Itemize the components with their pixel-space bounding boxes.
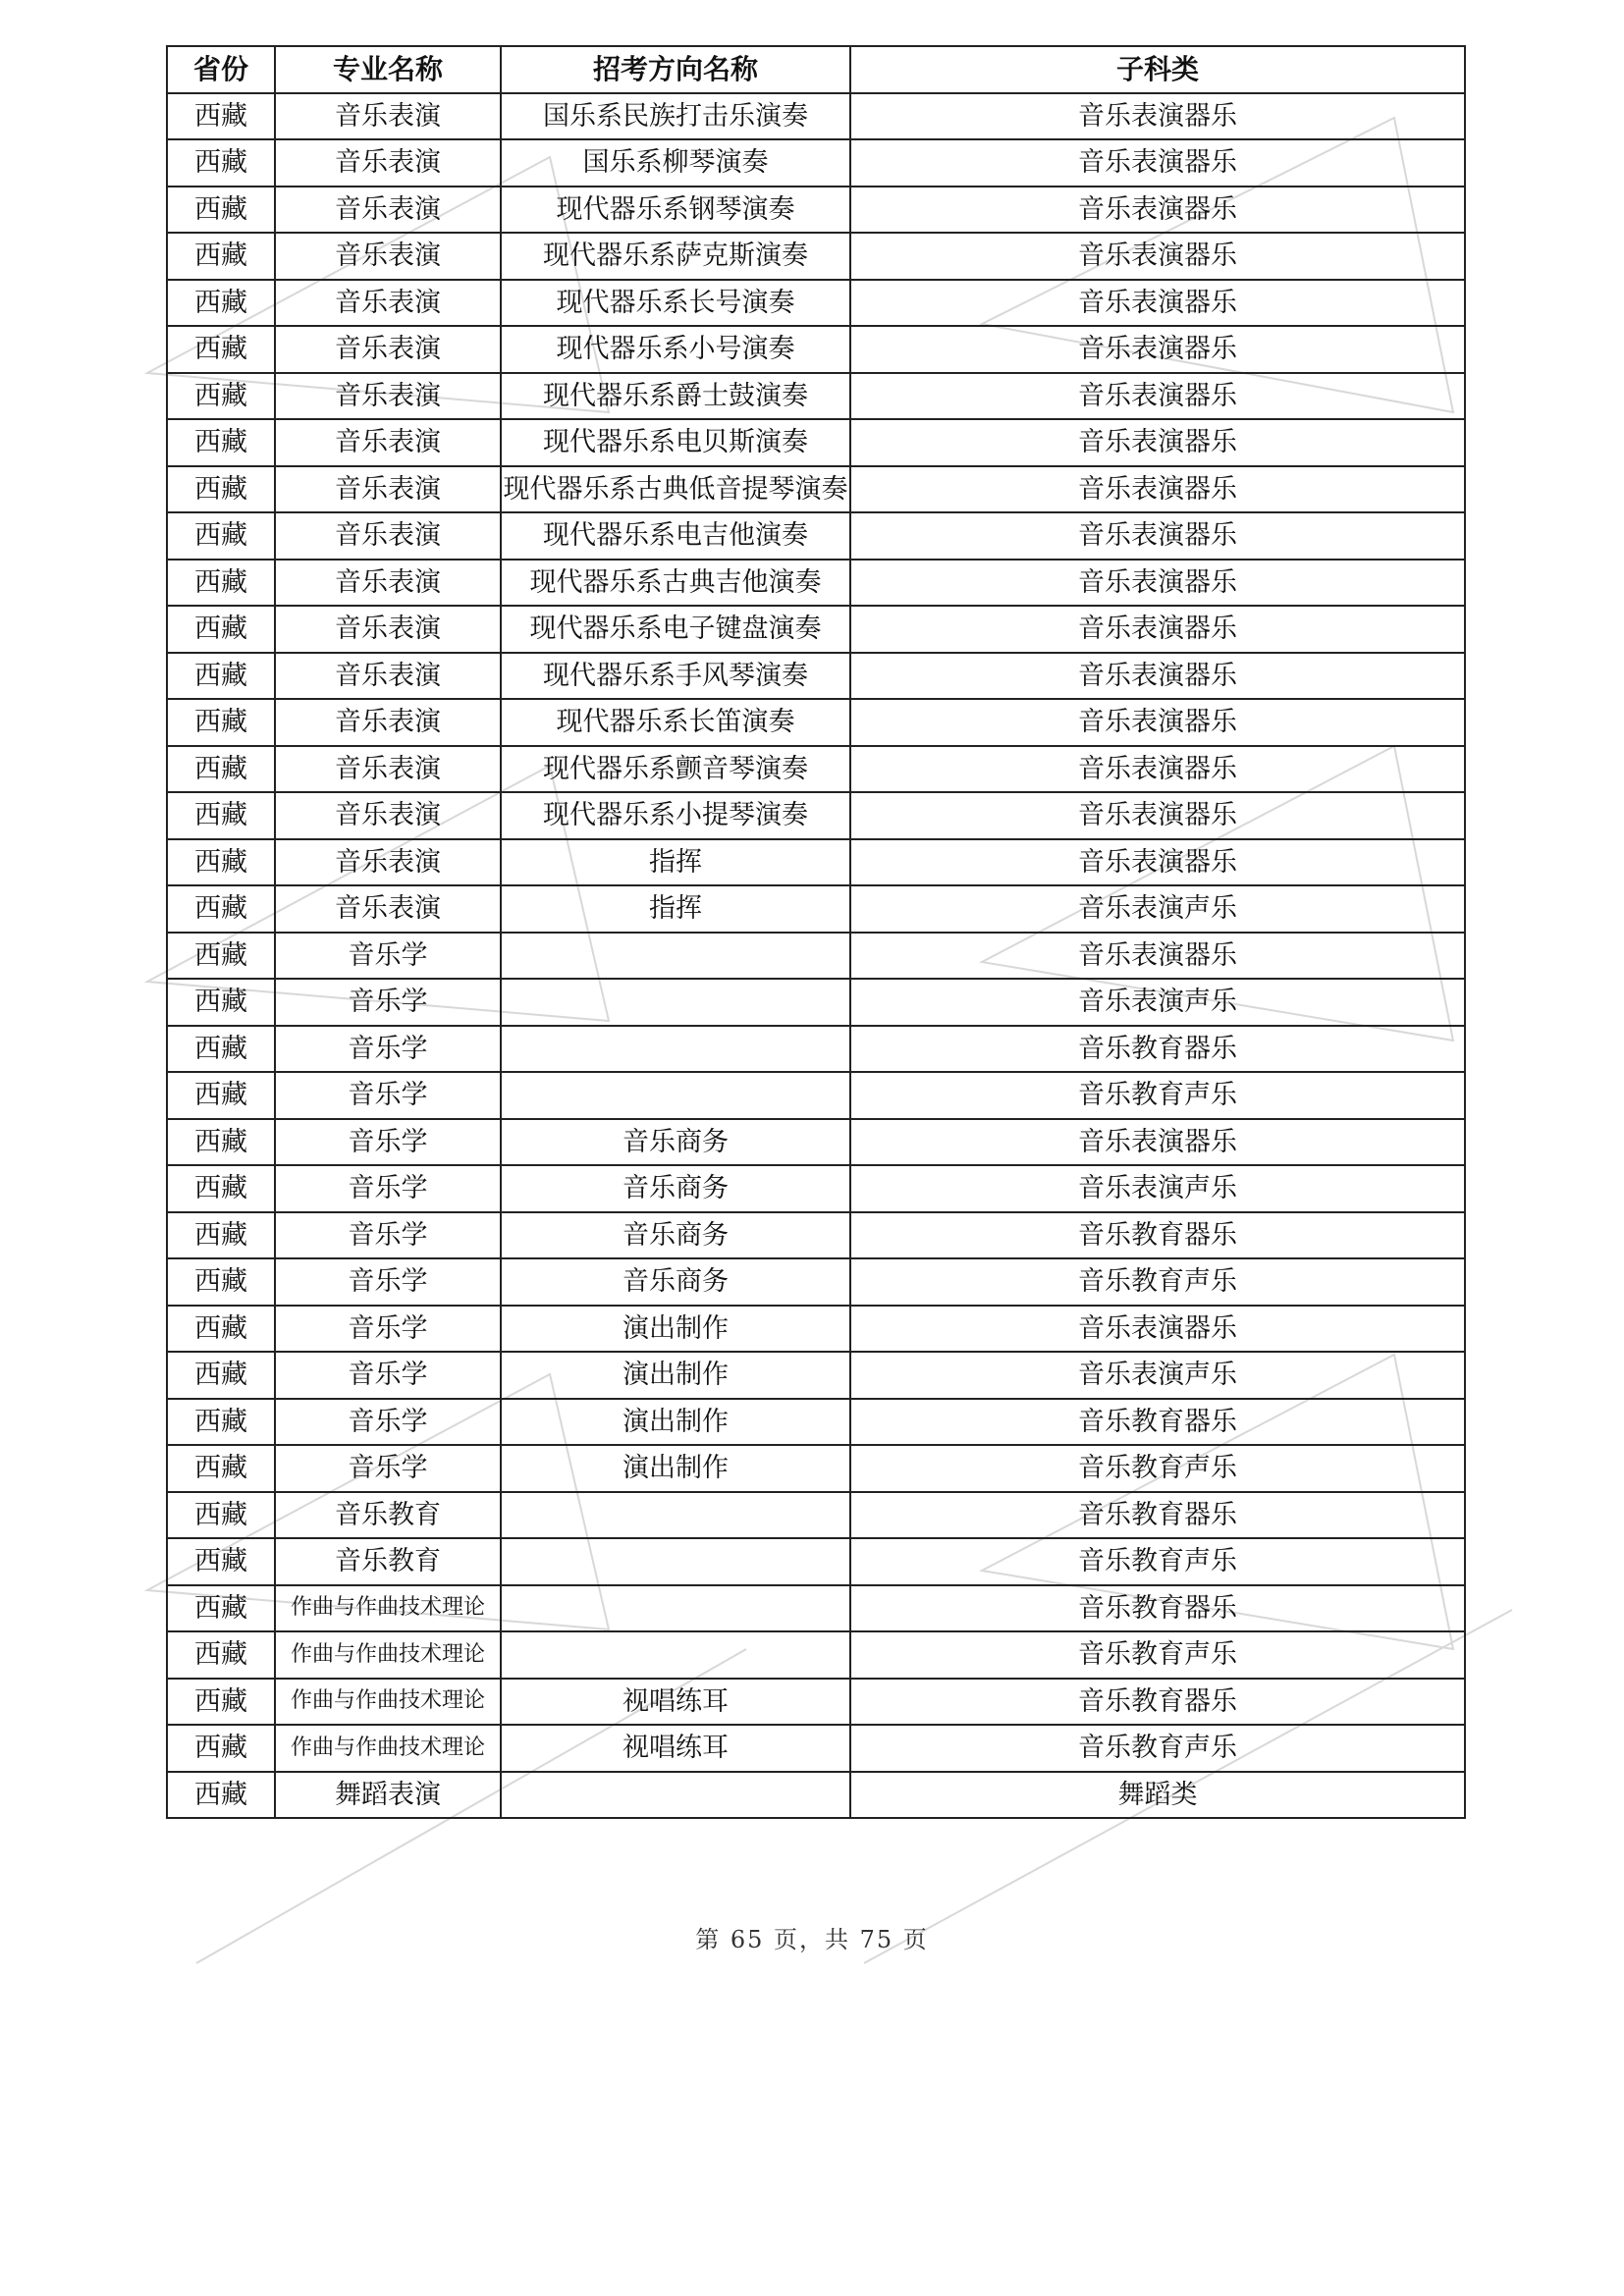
cell-direction: 现代器乐系爵士鼓演奏 (501, 373, 850, 420)
cell-major: 音乐表演 (275, 606, 501, 653)
table-body (167, 93, 1465, 1819)
table-row (167, 1352, 1465, 1399)
header-province: 省份 (167, 46, 275, 93)
cell-major: 音乐学 (275, 1445, 501, 1492)
cell-direction: 视唱练耳 (501, 1725, 850, 1772)
cell-subcategory: 音乐表演器乐 (850, 1306, 1465, 1353)
cell-direction: 音乐商务 (501, 1212, 850, 1259)
cell-major: 作曲与作曲技术理论 (275, 1679, 501, 1726)
enrollment-table (166, 45, 1466, 1819)
cell-direction: 指挥 (501, 839, 850, 886)
cell-major: 音乐学 (275, 933, 501, 980)
cell-direction: 现代器乐系手风琴演奏 (501, 653, 850, 700)
cell-subcategory: 音乐教育声乐 (850, 1725, 1465, 1772)
table-row (167, 233, 1465, 280)
cell-direction (501, 1026, 850, 1073)
cell-province: 西藏 (167, 187, 275, 234)
page-number: 第 65 页，共 75 页 (695, 1926, 929, 1953)
table-row (167, 1492, 1465, 1539)
cell-province: 西藏 (167, 93, 275, 140)
cell-province: 西藏 (167, 1538, 275, 1585)
cell-province: 西藏 (167, 466, 275, 513)
cell-direction: 视唱练耳 (501, 1679, 850, 1726)
cell-major: 音乐学 (275, 1352, 501, 1399)
table-row (167, 419, 1465, 466)
cell-direction (501, 1631, 850, 1679)
cell-major: 音乐表演 (275, 560, 501, 607)
cell-subcategory: 音乐表演器乐 (850, 933, 1465, 980)
cell-direction: 音乐商务 (501, 1258, 850, 1306)
cell-province: 西藏 (167, 653, 275, 700)
cell-direction: 现代器乐系电吉他演奏 (501, 512, 850, 560)
cell-province: 西藏 (167, 1212, 275, 1259)
table-row (167, 466, 1465, 513)
cell-subcategory: 音乐表演器乐 (850, 373, 1465, 420)
table-row (167, 512, 1465, 560)
table-row (167, 606, 1465, 653)
cell-major: 音乐教育 (275, 1492, 501, 1539)
cell-major: 作曲与作曲技术理论 (275, 1585, 501, 1632)
cell-direction: 现代器乐系钢琴演奏 (501, 187, 850, 234)
cell-direction: 音乐商务 (501, 1119, 850, 1166)
cell-province: 西藏 (167, 1072, 275, 1119)
cell-province: 西藏 (167, 419, 275, 466)
cell-province: 西藏 (167, 560, 275, 607)
cell-province: 西藏 (167, 699, 275, 746)
cell-subcategory: 音乐教育声乐 (850, 1072, 1465, 1119)
header-subcategory: 子科类 (850, 46, 1465, 93)
cell-subcategory: 音乐教育器乐 (850, 1585, 1465, 1632)
cell-major: 音乐学 (275, 1399, 501, 1446)
cell-direction: 现代器乐系电贝斯演奏 (501, 419, 850, 466)
table-row (167, 792, 1465, 839)
table-row (167, 1165, 1465, 1212)
cell-province: 西藏 (167, 139, 275, 187)
cell-province: 西藏 (167, 1492, 275, 1539)
cell-province: 西藏 (167, 1026, 275, 1073)
cell-direction: 演出制作 (501, 1445, 850, 1492)
cell-province: 西藏 (167, 1679, 275, 1726)
cell-major: 音乐表演 (275, 139, 501, 187)
table-row (167, 280, 1465, 327)
cell-subcategory: 音乐教育器乐 (850, 1679, 1465, 1726)
cell-direction (501, 1072, 850, 1119)
cell-direction: 演出制作 (501, 1399, 850, 1446)
cell-major: 音乐学 (275, 1119, 501, 1166)
cell-subcategory: 音乐表演器乐 (850, 699, 1465, 746)
cell-direction (501, 979, 850, 1026)
cell-major: 音乐学 (275, 1212, 501, 1259)
cell-direction: 演出制作 (501, 1306, 850, 1353)
cell-major: 音乐表演 (275, 419, 501, 466)
cell-province: 西藏 (167, 1585, 275, 1632)
cell-subcategory: 音乐教育声乐 (850, 1538, 1465, 1585)
cell-major: 音乐表演 (275, 373, 501, 420)
cell-subcategory: 音乐教育声乐 (850, 1631, 1465, 1679)
cell-subcategory: 音乐表演器乐 (850, 233, 1465, 280)
cell-direction (501, 1585, 850, 1632)
cell-province: 西藏 (167, 233, 275, 280)
cell-province: 西藏 (167, 1445, 275, 1492)
cell-major: 音乐表演 (275, 746, 501, 793)
cell-direction: 国乐系柳琴演奏 (501, 139, 850, 187)
cell-province: 西藏 (167, 280, 275, 327)
cell-subcategory: 音乐表演器乐 (850, 326, 1465, 373)
cell-subcategory: 音乐表演声乐 (850, 885, 1465, 933)
cell-subcategory: 音乐表演器乐 (850, 653, 1465, 700)
cell-major: 音乐学 (275, 1258, 501, 1306)
cell-province: 西藏 (167, 885, 275, 933)
cell-major: 音乐表演 (275, 885, 501, 933)
cell-direction: 演出制作 (501, 1352, 850, 1399)
cell-province: 西藏 (167, 839, 275, 886)
cell-province: 西藏 (167, 792, 275, 839)
cell-province: 西藏 (167, 512, 275, 560)
cell-province: 西藏 (167, 1119, 275, 1166)
cell-subcategory: 音乐表演器乐 (850, 746, 1465, 793)
cell-major: 音乐表演 (275, 326, 501, 373)
cell-subcategory: 音乐教育器乐 (850, 1399, 1465, 1446)
cell-province: 西藏 (167, 326, 275, 373)
cell-subcategory: 音乐表演器乐 (850, 560, 1465, 607)
cell-province: 西藏 (167, 1399, 275, 1446)
cell-direction: 现代器乐系萨克斯演奏 (501, 233, 850, 280)
cell-province: 西藏 (167, 1725, 275, 1772)
cell-subcategory: 音乐表演器乐 (850, 187, 1465, 234)
header-direction: 招考方向名称 (501, 46, 850, 93)
cell-province: 西藏 (167, 1772, 275, 1819)
table-row (167, 839, 1465, 886)
cell-subcategory: 音乐表演器乐 (850, 839, 1465, 886)
table-row (167, 1306, 1465, 1353)
cell-province: 西藏 (167, 1165, 275, 1212)
cell-direction (501, 1772, 850, 1819)
cell-province: 西藏 (167, 606, 275, 653)
cell-subcategory: 音乐表演器乐 (850, 466, 1465, 513)
cell-subcategory: 音乐表演器乐 (850, 93, 1465, 140)
cell-major: 音乐表演 (275, 839, 501, 886)
table-row (167, 1119, 1465, 1166)
cell-direction: 现代器乐系长号演奏 (501, 280, 850, 327)
table-row (167, 1445, 1465, 1492)
cell-direction: 现代器乐系古典吉他演奏 (501, 560, 850, 607)
cell-subcategory: 音乐表演声乐 (850, 1165, 1465, 1212)
cell-major: 作曲与作曲技术理论 (275, 1725, 501, 1772)
cell-major: 音乐学 (275, 1072, 501, 1119)
cell-direction: 现代器乐系颤音琴演奏 (501, 746, 850, 793)
cell-major: 音乐表演 (275, 466, 501, 513)
table-row (167, 373, 1465, 420)
cell-subcategory: 音乐表演器乐 (850, 139, 1465, 187)
cell-subcategory: 舞蹈类 (850, 1772, 1465, 1819)
cell-direction: 现代器乐系电子键盘演奏 (501, 606, 850, 653)
cell-direction (501, 933, 850, 980)
cell-province: 西藏 (167, 1352, 275, 1399)
cell-direction (501, 1492, 850, 1539)
cell-province: 西藏 (167, 1258, 275, 1306)
table-row (167, 1212, 1465, 1259)
cell-major: 音乐表演 (275, 792, 501, 839)
table-header-row (167, 46, 1465, 93)
cell-direction: 音乐商务 (501, 1165, 850, 1212)
table-row (167, 885, 1465, 933)
cell-direction: 现代器乐系古典低音提琴演奏 (501, 466, 850, 513)
table-row (167, 979, 1465, 1026)
cell-subcategory: 音乐教育声乐 (850, 1445, 1465, 1492)
cell-subcategory: 音乐表演器乐 (850, 792, 1465, 839)
cell-major: 音乐学 (275, 979, 501, 1026)
cell-direction: 指挥 (501, 885, 850, 933)
cell-province: 西藏 (167, 373, 275, 420)
cell-major: 音乐学 (275, 1165, 501, 1212)
cell-province: 西藏 (167, 746, 275, 793)
cell-subcategory: 音乐表演器乐 (850, 419, 1465, 466)
cell-direction: 现代器乐系小号演奏 (501, 326, 850, 373)
cell-major: 音乐学 (275, 1306, 501, 1353)
cell-subcategory: 音乐表演器乐 (850, 280, 1465, 327)
table-row (167, 1072, 1465, 1119)
table-row (167, 139, 1465, 187)
cell-major: 音乐表演 (275, 93, 501, 140)
header-major: 专业名称 (275, 46, 501, 93)
cell-subcategory: 音乐表演器乐 (850, 1119, 1465, 1166)
cell-province: 西藏 (167, 933, 275, 980)
table-row (167, 560, 1465, 607)
cell-major: 音乐表演 (275, 187, 501, 234)
table-row (167, 1258, 1465, 1306)
cell-major: 音乐学 (275, 1026, 501, 1073)
cell-direction: 现代器乐系长笛演奏 (501, 699, 850, 746)
table-row (167, 1538, 1465, 1585)
table-row (167, 1585, 1465, 1632)
cell-subcategory: 音乐表演器乐 (850, 512, 1465, 560)
cell-subcategory: 音乐教育器乐 (850, 1212, 1465, 1259)
cell-subcategory: 音乐教育器乐 (850, 1026, 1465, 1073)
cell-subcategory: 音乐表演声乐 (850, 979, 1465, 1026)
table-row (167, 1631, 1465, 1679)
cell-subcategory: 音乐教育器乐 (850, 1492, 1465, 1539)
cell-major: 音乐教育 (275, 1538, 501, 1585)
cell-major: 音乐表演 (275, 699, 501, 746)
cell-province: 西藏 (167, 1306, 275, 1353)
cell-subcategory: 音乐表演器乐 (850, 606, 1465, 653)
cell-major: 音乐表演 (275, 233, 501, 280)
cell-province: 西藏 (167, 979, 275, 1026)
cell-direction (501, 1538, 850, 1585)
cell-major: 音乐表演 (275, 280, 501, 327)
cell-subcategory: 音乐教育声乐 (850, 1258, 1465, 1306)
table-row (167, 187, 1465, 234)
table-row (167, 1772, 1465, 1819)
cell-major: 舞蹈表演 (275, 1772, 501, 1819)
table-row (167, 746, 1465, 793)
cell-major: 音乐表演 (275, 512, 501, 560)
table-row (167, 1679, 1465, 1726)
cell-major: 音乐表演 (275, 653, 501, 700)
table-row (167, 326, 1465, 373)
cell-province: 西藏 (167, 1631, 275, 1679)
table-row (167, 1725, 1465, 1772)
table-row (167, 93, 1465, 140)
table-row (167, 653, 1465, 700)
table-row (167, 1399, 1465, 1446)
cell-major: 作曲与作曲技术理论 (275, 1631, 501, 1679)
cell-subcategory: 音乐表演声乐 (850, 1352, 1465, 1399)
table-row (167, 699, 1465, 746)
table-row (167, 1026, 1465, 1073)
cell-direction: 现代器乐系小提琴演奏 (501, 792, 850, 839)
table-row (167, 933, 1465, 980)
cell-direction: 国乐系民族打击乐演奏 (501, 93, 850, 140)
